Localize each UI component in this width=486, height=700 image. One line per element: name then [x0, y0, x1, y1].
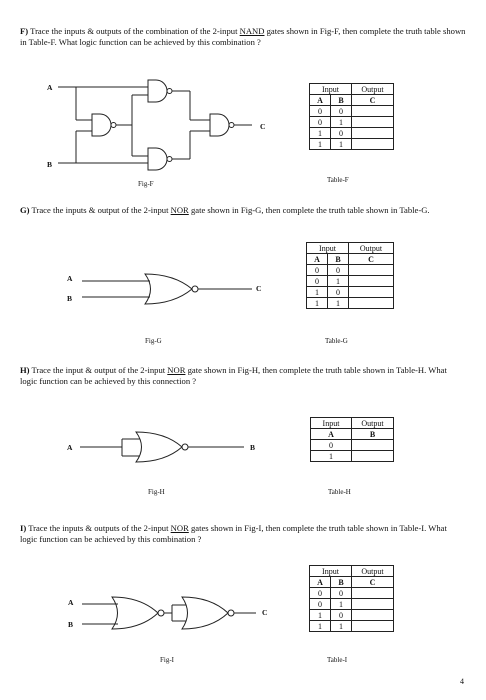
- fig-i-output-c-label: C: [262, 608, 268, 617]
- table-g-output-header: Output: [349, 243, 394, 254]
- table-row: 1 0: [307, 287, 394, 298]
- question-i-text-after: gates shown in Fig-I, then complete the truth table shown in Table-I. What logic function can be achieved by this combination ?: [20, 523, 447, 544]
- table-g-input-header: Input: [307, 243, 349, 254]
- table-f-output-header: Output: [352, 84, 394, 95]
- table-h-output-header: Output: [352, 418, 394, 429]
- fig-i-input-b-label: B: [68, 620, 74, 629]
- table-row: 1 1: [310, 621, 394, 632]
- table-f-col-a: A: [310, 95, 331, 106]
- page-number: 4: [460, 677, 464, 686]
- fig-h-caption: Fig-H: [148, 488, 165, 496]
- fig-h-output-b-label: B: [250, 443, 256, 452]
- table-row: 0 1: [310, 599, 394, 610]
- fig-i-caption: Fig-I: [160, 656, 174, 664]
- question-g-prefix: G): [20, 205, 30, 215]
- table-f-caption: Table-F: [327, 176, 349, 184]
- table-i-output-header: Output: [352, 566, 394, 577]
- table-row: 0 0: [310, 106, 394, 117]
- table-i-answer-cell[interactable]: [352, 588, 394, 599]
- question-g-gate-type: NOR: [170, 205, 189, 215]
- table-f-col-b: B: [331, 95, 352, 106]
- table-i-col-a: A: [310, 577, 331, 588]
- question-g-text-before: Trace the inputs & output of the 2-input: [31, 205, 169, 215]
- question-h-text-after: gate shown in Fig-H, then complete the truth table shown in Table-H. What logic function can be achieved by this connection ?: [20, 365, 447, 386]
- table-row: 1 0: [310, 128, 394, 139]
- table-g-caption: Table-G: [325, 337, 348, 345]
- table-f-input-header: Input: [310, 84, 352, 95]
- table-f-col-c: C: [352, 95, 394, 106]
- table-row: 0 1: [310, 117, 394, 128]
- question-i-text-before: Trace the inputs & outputs of the 2-input: [28, 523, 169, 533]
- question-h-prefix: H): [20, 365, 30, 375]
- fig-f-input-b-label: B: [47, 160, 53, 169]
- table-i-answer-cell[interactable]: [352, 599, 394, 610]
- question-f-text-before: Trace the inputs & outputs of the combination of the 2-input: [30, 26, 238, 36]
- fig-f-input-a-label: A: [47, 83, 53, 92]
- table-row: 1 0: [310, 610, 394, 621]
- question-f-prefix: F): [20, 26, 29, 36]
- table-h-caption: Table-H: [328, 488, 351, 496]
- question-f-text-after: gates shown in Fig-F, then complete the truth table shown in Table-F. What logic function can be achieved by this combination ?: [20, 26, 466, 47]
- table-row: 0 0: [307, 265, 394, 276]
- table-h-input-header: Input: [311, 418, 352, 429]
- fig-h-input-a-label: A: [67, 443, 73, 452]
- question-i-prefix: I): [20, 523, 27, 533]
- table-row: 1 1: [307, 298, 394, 309]
- table-h-col-a: A: [311, 429, 352, 440]
- question-h-gate-type: NOR: [167, 365, 186, 375]
- table-i-input-header: Input: [310, 566, 352, 577]
- table-row: 1: [311, 451, 394, 462]
- table-i-answer-cell[interactable]: [352, 621, 394, 632]
- question-f-gate-type: NAND: [239, 26, 265, 36]
- table-row: 0: [311, 440, 394, 451]
- fig-g-caption: Fig-G: [145, 337, 162, 345]
- fig-g-output-c-label: C: [256, 284, 262, 293]
- table-i: [309, 565, 394, 632]
- table-row: 1 1: [310, 139, 394, 150]
- table-g-col-c: C: [349, 254, 394, 265]
- table-i-answer-cell[interactable]: [352, 610, 394, 621]
- table-row: 0 0: [310, 588, 394, 599]
- fig-i-input-a-label: A: [68, 598, 74, 607]
- fig-f-caption: Fig-F: [138, 180, 154, 188]
- table-i-col-c: C: [352, 577, 394, 588]
- table-g-col-a: A: [307, 254, 328, 265]
- question-h-text-before: Trace the input & output of the 2-input: [31, 365, 166, 375]
- question-g-text-after: gate shown in Fig-G, then complete the truth table shown in Table-G.: [190, 205, 430, 215]
- table-row: 0 1: [307, 276, 394, 287]
- table-h-col-b: B: [352, 429, 394, 440]
- fig-f-output-c-label: C: [260, 122, 266, 131]
- table-g-col-b: B: [328, 254, 349, 265]
- fig-g-input-a-label: A: [67, 274, 73, 283]
- table-i-caption: Table-I: [327, 656, 348, 664]
- question-i-gate-type: NOR: [170, 523, 189, 533]
- table-i-col-b: B: [331, 577, 352, 588]
- fig-g-input-b-label: B: [67, 294, 73, 303]
